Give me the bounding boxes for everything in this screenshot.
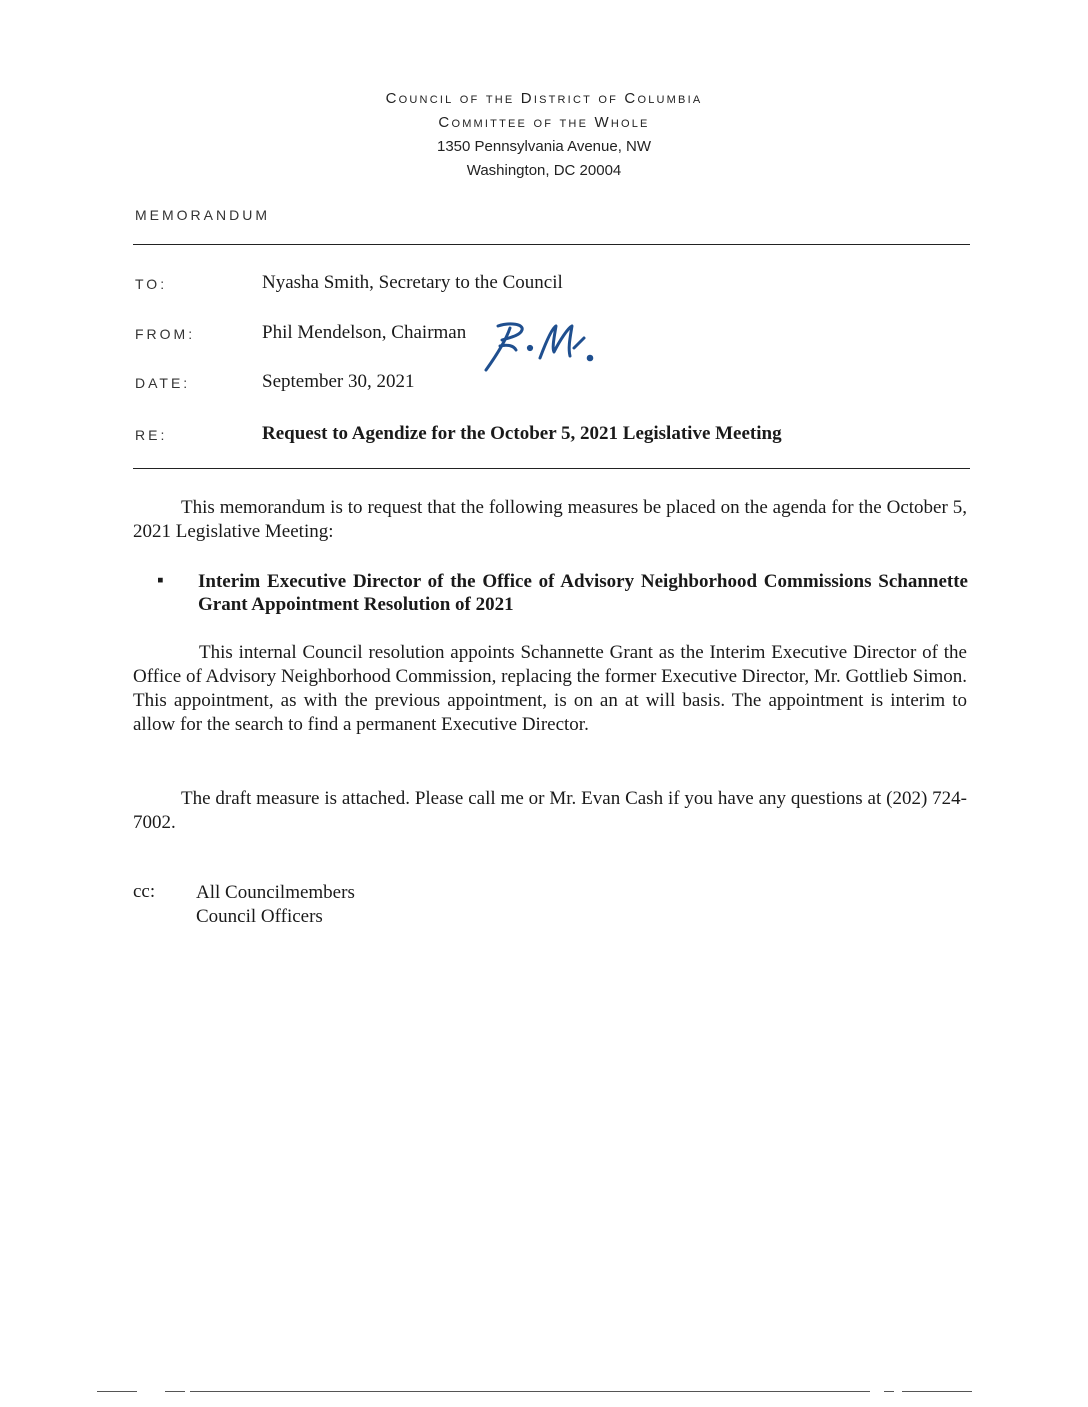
footer-rule-main <box>190 1391 870 1392</box>
closing-paragraph: The draft measure is attached. Please call me or Mr. Evan Cash if you have any questions at (202) 724-7002. <box>133 788 967 833</box>
memo-label: MEMORANDUM <box>135 207 270 223</box>
re-label: RE: <box>135 427 168 443</box>
letterhead-address-line1: 1350 Pennsylvania Avenue, NW <box>436 138 652 155</box>
footer-rule-segment <box>902 1391 972 1392</box>
footer-rule-segment <box>97 1391 137 1392</box>
cc-recipient: All Councilmembers <box>196 882 355 903</box>
intro-paragraph: This memorandum is to request that the following measures be placed on the agenda for the October 5, 2021 Legislative Meeting: <box>133 497 967 542</box>
letterhead-address-line2: Washington, DC 20004 <box>466 162 622 179</box>
header-top-rule <box>133 244 970 245</box>
header-bottom-rule <box>133 468 970 469</box>
cc-recipient: Council Officers <box>196 906 323 927</box>
date-label: DATE: <box>135 375 191 391</box>
signature-image <box>480 318 600 378</box>
footer-rule-segment <box>884 1391 894 1392</box>
bullet-marker: ▪ <box>157 570 164 591</box>
cc-label: cc: <box>133 881 156 902</box>
footer-rule-segment <box>165 1391 185 1392</box>
from-value: Phil Mendelson, Chairman <box>262 322 467 343</box>
cc-list <box>196 881 355 929</box>
measure-description: This internal Council resolution appoints Schannette Grant as the Interim Executive Director of the Office of Advisory Neighborhood Commission, replacing the former Executive Director, Mr. Gottlieb Simon. This appointment, as with the previous appointment, is on an at will basis. The appointment is interim to allow for the search to find a permanent Executive Director. <box>133 642 967 735</box>
from-label: FROM: <box>135 326 196 342</box>
letterhead-organization: Council of the District of Columbia <box>385 90 703 107</box>
letterhead-committee: Committee of the Whole <box>438 114 650 131</box>
to-label: TO: <box>135 276 168 292</box>
re-value: Request to Agendize for the October 5, 2021 Legislative Meeting <box>262 423 782 444</box>
to-value: Nyasha Smith, Secretary to the Council <box>262 272 563 293</box>
date-value: September 30, 2021 <box>262 371 415 392</box>
measure-title: Interim Executive Director of the Office of Advisory Neighborhood Commissions Schannette Grant Appointment Resolution of 2021 <box>198 571 968 615</box>
